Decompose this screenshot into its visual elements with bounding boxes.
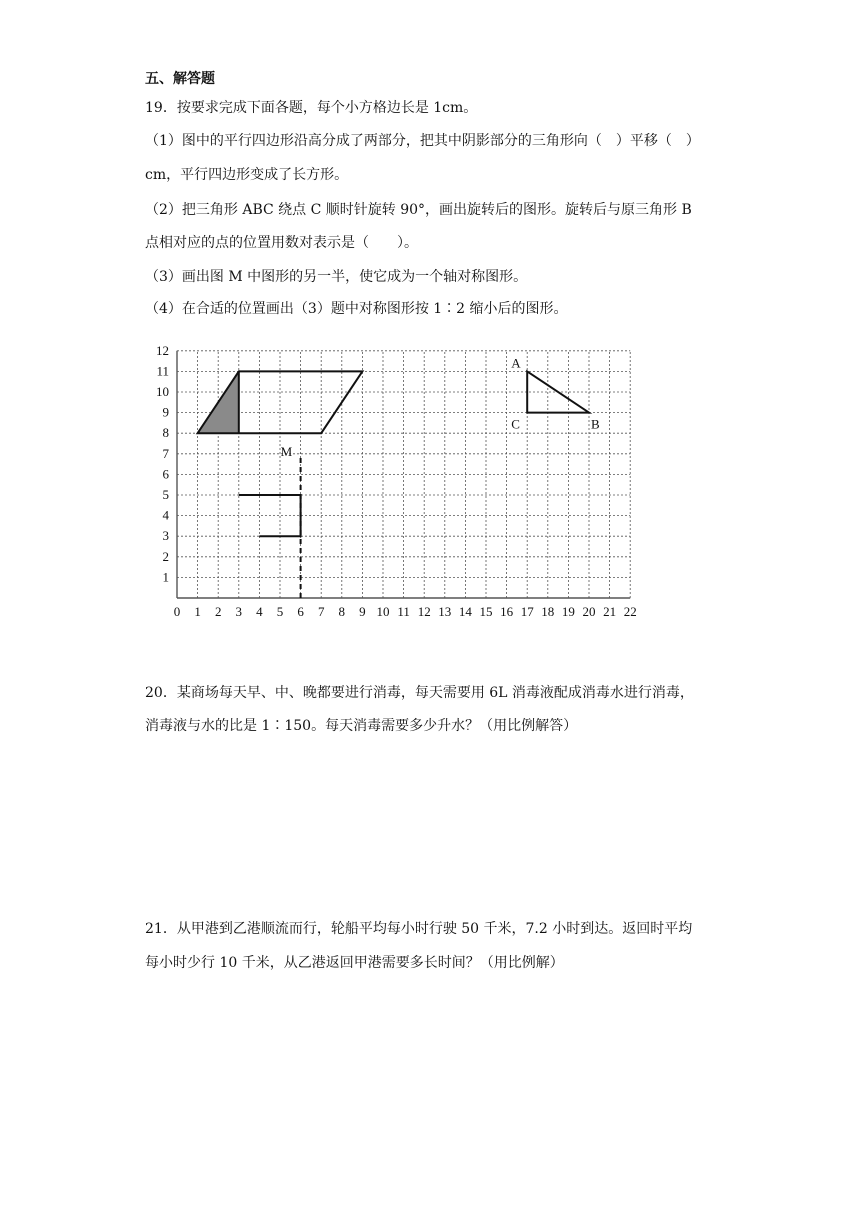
section-heading: 五、解答题 [145, 71, 215, 87]
q19-part1-line2: cm，平行四边形变成了长方形。 [145, 167, 349, 183]
y-tick-label: 4 [162, 507, 169, 523]
x-tick-label: 16 [500, 604, 514, 619]
x-tick-label: 22 [623, 604, 637, 619]
x-tick-label: 4 [256, 604, 263, 619]
x-tick-label: 7 [317, 604, 325, 619]
y-tick-label: 2 [162, 548, 169, 564]
x-tick-label: 18 [541, 604, 555, 619]
x-tick-label: 17 [520, 604, 534, 619]
q20-line2: 消毒液与水的比是 1∶150。每天消毒需要多少升水？（用比例解答） [145, 718, 578, 734]
y-tick-label: 3 [162, 528, 169, 544]
x-tick-label: 2 [214, 604, 222, 619]
x-tick-label: 11 [397, 604, 410, 619]
x-tick-label: 14 [458, 604, 472, 619]
y-tick-label: 5 [162, 487, 169, 502]
x-tick-label: 13 [438, 604, 452, 619]
label-c: C [511, 416, 520, 432]
x-tick-label: 0 [173, 604, 181, 619]
q20-line1: 20．某商场每天早、中、晚都要进行消毒，每天需要用 6L 消毒液配成消毒水进行消毒， [145, 685, 694, 701]
x-tick-label: 15 [479, 604, 493, 619]
x-tick-label: 1 [194, 604, 201, 619]
q19-stem: 19．按要求完成下面各题，每个小方格边长是 1cm。 [145, 100, 478, 116]
x-tick-label: 10 [376, 604, 390, 619]
x-tick-label: 12 [417, 604, 431, 619]
y-tick-label: 10 [156, 384, 169, 399]
x-tick-label: 9 [359, 604, 366, 619]
q19-part2-line1: （2）把三角形 ABC 绕点 C 顺时针旋转 90°，画出旋转后的图形。旋转后与原三角形 B [145, 202, 692, 218]
x-tick-label: 6 [297, 604, 304, 619]
q19-part1-line1: （1）图中的平行四边形沿高分成了两部分，把其中阴影部分的三角形向（ ）平移（ ） [145, 133, 700, 149]
y-tick-label: 11 [156, 363, 169, 379]
x-tick-label: 5 [276, 604, 284, 619]
q19-part2-line2: 点相对应的点的位置用数对表示是（ ）。 [145, 235, 418, 251]
y-axis-tick-labels [156, 343, 170, 585]
q19-part4: （4）在合适的位置画出（3）题中对称图形按 1∶2 缩小后的图形。 [145, 301, 568, 317]
grid-lines [177, 351, 630, 598]
x-tick-label: 21 [603, 604, 617, 619]
coordinate-grid-figure [140, 335, 660, 625]
x-tick-label: 3 [235, 604, 243, 619]
label-a: A [511, 355, 521, 371]
y-tick-label: 7 [162, 445, 169, 461]
label-m: M [280, 443, 293, 459]
y-tick-label: 6 [162, 466, 169, 482]
x-axis-tick-labels [174, 604, 637, 619]
q21-line1: 21．从甲港到乙港顺流而行，轮船平均每小时行驶 50 千米，7.2 小时到达。返回时平均 [145, 921, 693, 937]
y-tick-label: 8 [162, 425, 169, 441]
label-b: B [591, 416, 600, 432]
x-tick-label: 19 [561, 604, 575, 619]
q21-line2: 每小时少行 10 千米，从乙港返回甲港需要多长时间？（用比例解） [145, 955, 564, 971]
x-tick-label: 8 [338, 604, 346, 619]
y-tick-label: 9 [162, 404, 169, 420]
triangle-abc [527, 371, 589, 412]
y-tick-label: 12 [156, 342, 169, 358]
x-tick-label: 20 [582, 604, 596, 619]
y-tick-label: 1 [162, 569, 169, 585]
q19-part3: （3）画出图 M 中图形的另一半，使它成为一个轴对称图形。 [145, 269, 528, 285]
